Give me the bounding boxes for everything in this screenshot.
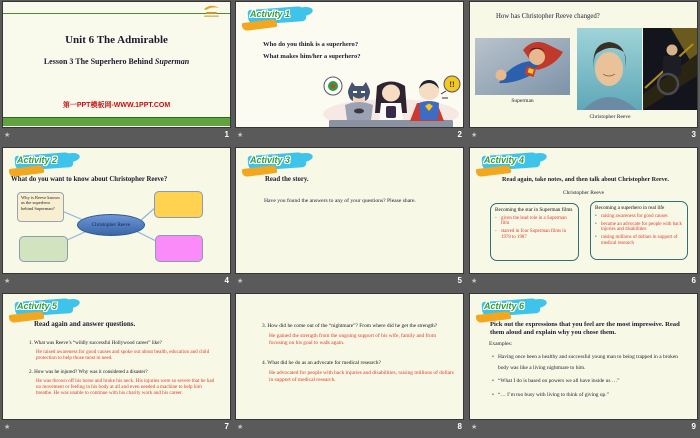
question-3: 3. How did he come out of the “nightmare”? From where did he get the strength? xyxy=(262,323,438,329)
slide-thumbnail-7[interactable] xyxy=(3,294,230,419)
transition-star-icon[interactable]: ★ xyxy=(471,423,478,431)
superheroes-cartoon-illustration xyxy=(321,74,461,127)
green-bar xyxy=(3,117,230,126)
photo-caption-reeve: Christopher Reeve xyxy=(589,114,631,120)
slide-number: 5 xyxy=(457,276,462,285)
slide-number: 2 xyxy=(457,130,462,139)
diagram-empty-box-yellow[interactable] xyxy=(154,191,203,218)
slide-number: 4 xyxy=(224,276,229,285)
slide-number: 9 xyxy=(691,422,696,431)
note-bullet: • raising millions of dollars in support of medical research xyxy=(595,235,683,246)
slide-thumbnail-1[interactable] xyxy=(3,2,230,127)
examples-label: Examples: xyxy=(489,341,513,347)
slide-title: Read again and answer questions. xyxy=(34,320,136,328)
slide-cell-7 xyxy=(0,292,233,438)
slide-cell-8 xyxy=(233,292,466,438)
question-2: 2. How was he injured? Why was it considered a disaster? xyxy=(29,368,148,375)
presentation-subtitle xyxy=(3,57,230,66)
transition-star-icon[interactable]: ★ xyxy=(4,131,11,139)
transition-star-icon[interactable]: ★ xyxy=(4,423,11,431)
answer-2: He was thrown off his horse and broke his neck. His injuries were so severe that he had no movement or feeling in his body at all and even needed a machine to help him breathe. He was unable to continue with his charity work and his career. xyxy=(36,377,215,397)
slide-thumbnail-9[interactable] xyxy=(470,294,697,419)
slide-cell-1 xyxy=(0,0,233,146)
activity-label: Activity 6 xyxy=(484,301,525,311)
note-bullet: - starred in four Superman films in 1978 to 1987 xyxy=(495,229,574,240)
diagram-empty-box-green[interactable] xyxy=(19,236,68,262)
note-bullet: • raising awareness for good causes xyxy=(595,214,683,220)
question-4: 4. What did he do as an advocate for medical research? xyxy=(262,360,381,366)
slide-cell-5 xyxy=(233,146,466,292)
watermark-text: 第一PPT模板网-WWW.1PPT.COM xyxy=(62,102,171,109)
transition-star-icon[interactable]: ★ xyxy=(237,131,244,139)
slide-thumbnail-4[interactable] xyxy=(3,148,230,273)
transition-star-icon[interactable]: ★ xyxy=(471,277,478,285)
activity-label: Activity 1 xyxy=(250,9,291,19)
slide-number: 7 xyxy=(224,422,229,431)
slide-cell-3 xyxy=(467,0,700,146)
activity-label: Activity 5 xyxy=(17,301,58,311)
slide-thumbnail-5[interactable] xyxy=(236,148,463,273)
question-line-1: Who do you think is a superhero? xyxy=(263,41,359,48)
activity-label: Activity 4 xyxy=(484,155,525,165)
slide-title: Read again, take notes, and then talk about Christopher Reeve. xyxy=(502,176,669,183)
transition-star-icon[interactable]: ★ xyxy=(4,277,11,285)
subtitle-italic-text: Superman xyxy=(154,57,190,66)
note-bullet: • became an advocate for people with back injuries and disabilities xyxy=(595,222,683,233)
activity-label: Activity 3 xyxy=(250,155,291,165)
photo-christopher-reeve-portrait xyxy=(577,28,642,110)
slide-title: Read the story. xyxy=(265,176,309,183)
slide-cell-4 xyxy=(0,146,233,292)
slide-cell-9 xyxy=(467,292,700,438)
slide-title: How has Christopher Reeve changed? xyxy=(496,13,600,20)
transition-star-icon[interactable]: ★ xyxy=(237,423,244,431)
answer-4: He advocated for people with back injuries and disabilities, raising millions of dollars in support of medical research. xyxy=(269,370,454,383)
subtitle-text: Lesson 3 The Superhero Behind xyxy=(43,57,155,66)
notes-subject-label: Christopher Reeve xyxy=(562,190,605,196)
note-bullet: - given the lead role in a Superman film xyxy=(495,216,574,227)
slide-body-text: Have you found the answers to any of your questions? Please share. xyxy=(264,198,416,204)
svg-text:!!: !! xyxy=(449,80,455,89)
answer-1: He raised awareness for good causes and spoke out about health, education and child protection to help those most in need. xyxy=(36,349,210,362)
notes-box-header: Becoming a superhero in real life xyxy=(595,205,665,211)
photo-superman xyxy=(475,38,570,95)
notes-box-real-life[interactable] xyxy=(590,201,688,260)
example-bullet: • “… I’m too busy with living to think of giving up.” xyxy=(491,392,687,399)
slide-thumbnail-3[interactable] xyxy=(470,2,697,127)
transition-star-icon[interactable]: ★ xyxy=(471,131,478,139)
slide-title: Pick out the expressions that you feel are the most impressive. Read them aloud and explain why you chose them. xyxy=(490,321,680,337)
slide-number: 3 xyxy=(691,130,696,139)
photo-reeve-wheelchair xyxy=(643,28,697,110)
example-bullet: • “What I do is based on powers we all have inside us …” xyxy=(491,378,687,385)
brand-logo-icon xyxy=(200,2,222,20)
slide-thumbnail-8[interactable] xyxy=(236,294,463,419)
transition-star-icon[interactable]: ★ xyxy=(237,277,244,285)
slide-thumbnail-2[interactable] xyxy=(236,2,463,127)
slide-number: 1 xyxy=(224,130,229,139)
slide-cell-2 xyxy=(233,0,466,146)
diagram-empty-box-pink[interactable] xyxy=(155,235,203,262)
question-1: 1. What was Reeve’s “wildly successful Hollywood career” like? xyxy=(29,340,162,346)
question-line-2: What makes him/her a superhero? xyxy=(263,53,361,60)
slide-cell-6 xyxy=(467,146,700,292)
diagram-note-box[interactable]: Why is Reeve known as the superhero behind Superman? xyxy=(17,192,64,222)
activity-banner xyxy=(240,5,310,35)
divider xyxy=(3,13,230,14)
slide-title: What do you want to know about Christopher Reeve? xyxy=(11,176,168,183)
slide-number: 8 xyxy=(457,422,462,431)
notes-box-superman-films[interactable] xyxy=(490,203,579,261)
notes-box-header: Becoming the star in Superman films xyxy=(495,207,573,213)
slide-number: 6 xyxy=(691,276,696,285)
presentation-title: Unit 6 The Admirable xyxy=(65,34,168,46)
diagram-center-ellipse[interactable]: Christopher Reeve xyxy=(77,214,145,236)
slide-thumbnail-6[interactable] xyxy=(470,148,697,273)
answer-3: He gained the strength from the ongoing support of his wife, family and from focusing on his goal to walk again. xyxy=(269,333,437,346)
photo-caption-superman: Superman xyxy=(511,98,534,104)
orange-brush-stroke xyxy=(242,19,278,31)
activity-label: Activity 2 xyxy=(17,155,58,165)
example-bullet: • Having once been a healthy and successful young man to being trapped in a broken body was like a living nightmare to him. xyxy=(491,352,687,373)
